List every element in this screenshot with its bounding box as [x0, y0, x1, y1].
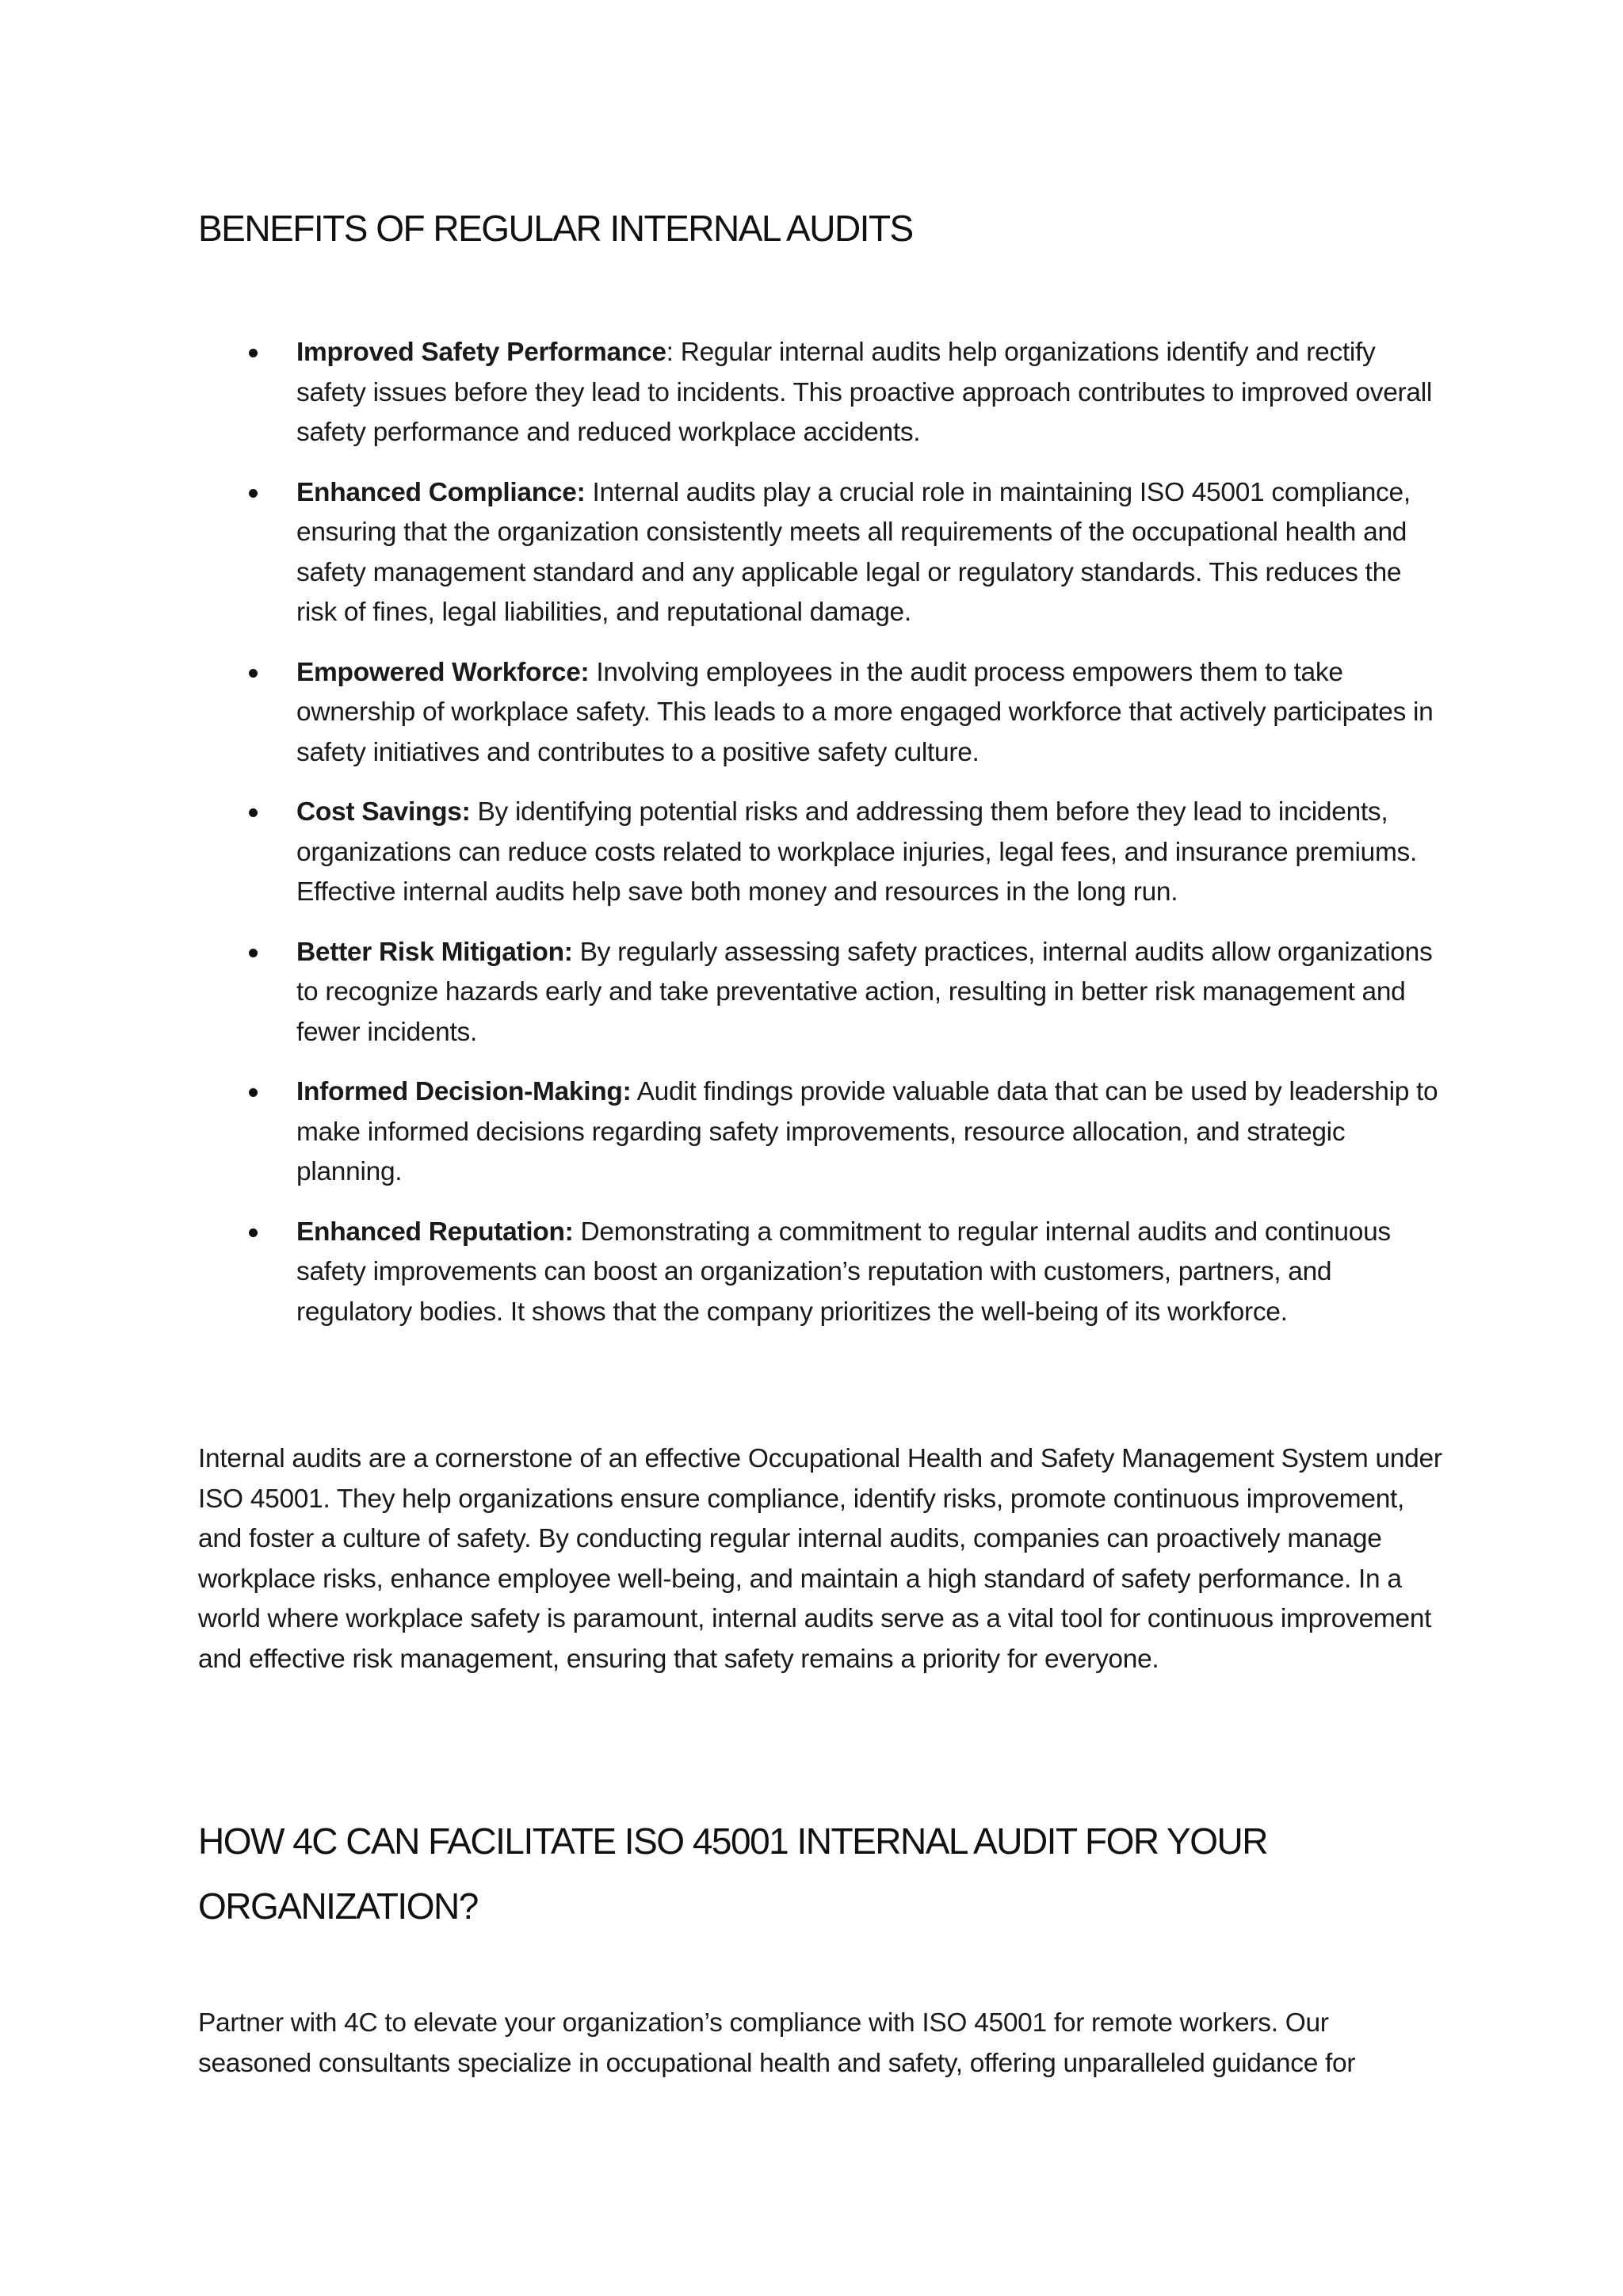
benefit-item-enhanced-compliance [198, 473, 1442, 633]
benefit-label: Informed Decision-Making: [296, 1077, 632, 1106]
benefit-label: Better Risk Mitigation: [296, 937, 573, 967]
benefit-item-enhanced-reputation [198, 1213, 1442, 1333]
benefit-text: Internal audits play a crucial role in maintaining ISO 45001 compliance, ensuring that the organization consistently meets all requirements of the occupational health and safety management standard and any applicable legal or regulatory standards. This reduces the risk of fines, legal liabilities, and reputational damage. [296, 477, 1411, 627]
bullet-icon [249, 489, 258, 498]
bullet-icon [249, 349, 258, 357]
benefit-separator: : [666, 338, 674, 367]
conclusion-paragraph: Internal audits are a cornerstone of an effective Occupational Health and Safety Management System under ISO 45001. They help organizations ensure compliance, identify risks, promote continuous improvement, and foster a culture of safety. By conducting regular internal audits, companies can proactively manage workplace risks, enhance employee well-being, and maintain a high standard of safety performance. In a world where workplace safety is paramount, internal audits serve as a vital tool for continuous improvement and effective risk management, ensuring that safety remains a priority for everyone. [198, 1444, 1442, 1674]
bullet-icon [249, 1228, 258, 1237]
benefit-item-improved-safety-performance [198, 333, 1442, 453]
benefit-item-cost-savings [198, 793, 1442, 913]
bullet-icon [249, 669, 258, 678]
benefit-label: Enhanced Compliance: [296, 477, 586, 507]
bullet-icon [249, 808, 258, 817]
benefit-label: Cost Savings: [296, 797, 471, 827]
benefits-list [198, 333, 1442, 1352]
benefit-text: Regular internal audits help organizations identify and rectify safety issues before they lead to incidents. This proactive approach contributes to improved overall safety performance and reduced workplace accidents. [296, 338, 1433, 447]
bullet-icon [249, 949, 258, 957]
benefits-heading: BENEFITS OF REGULAR INTERNAL AUDITS [198, 208, 913, 249]
benefit-label: Empowered Workforce: [296, 657, 590, 687]
benefit-text: By identifying potential risks and addressing them before they lead to incidents, organizations can reduce costs related to workplace injuries, legal fees, and insurance premiums. Effective internal audits help save both money and resources in the long run. [296, 797, 1418, 907]
benefit-text: Demonstrating a commitment to regular internal audits and continuous safety improvements can boost an organization’s reputation with customers, partners, and regulatory bodies. It shows that the company prioritizes the well-being of its workforce. [296, 1217, 1391, 1327]
benefit-item-empowered-workforce [198, 653, 1442, 774]
benefit-text: Involving employees in the audit process empowers them to take ownership of workplace safety. This leads to a more engaged workforce that actively participates in safety initiatives and contributes to a positive safety culture. [296, 657, 1434, 767]
benefit-text: By regularly assessing safety practices, internal audits allow organizations to recognize hazards early and take preventative action, resulting in better risk management and fewer incidents. [296, 937, 1433, 1047]
bullet-icon [249, 1088, 258, 1097]
benefit-item-informed-decision-making [198, 1072, 1442, 1193]
benefit-label: Improved Safety Performance [296, 338, 666, 367]
benefit-item-better-risk-mitigation [198, 933, 1442, 1053]
facilitate-heading: HOW 4C CAN FACILITATE ISO 45001 INTERNAL AUDIT FOR YOUR ORGANIZATION? [198, 1820, 1267, 1927]
benefit-text: Audit findings provide valuable data that can be used by leadership to make informed decisions regarding safety improvements, resource allocation, and strategic planning. [296, 1077, 1438, 1186]
benefit-label: Enhanced Reputation: [296, 1217, 574, 1247]
facilitate-intro-paragraph: Partner with 4C to elevate your organization’s compliance with ISO 45001 for remote workers. Our seasoned consultants specialize in occupational health and safety, offering unparalleled guidance for [198, 2008, 1356, 2078]
